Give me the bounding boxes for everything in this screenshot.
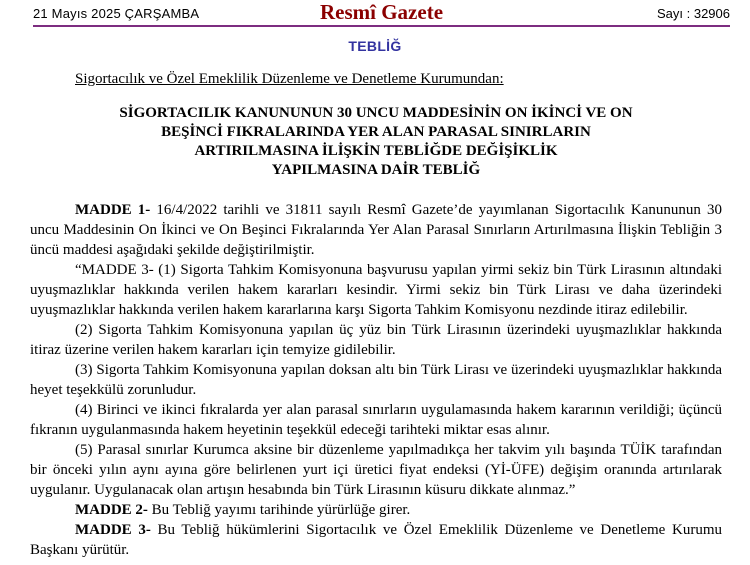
paragraph-lead: MADDE 3- xyxy=(75,522,151,538)
header-date: 21 Mayıs 2025 ÇARŞAMBA xyxy=(33,6,200,21)
paragraph-fikra-5 xyxy=(30,440,722,500)
gazette-title: Resmî Gazete xyxy=(319,0,444,24)
document-body xyxy=(30,70,722,560)
paragraph-madde-1 xyxy=(30,200,722,260)
paragraph-quoted-madde-3-1 xyxy=(30,260,722,320)
paragraph-text: (2) Sigorta Tahkim Komisyonuna yapılan üç yüz bin Türk Lirasının üzerindeki uyuşmazlıklar hakkında itiraz üzerine verilen hakem kararları için temyize gidilebilir. xyxy=(30,322,722,358)
paragraph-text: 16/4/2022 tarihli ve 31811 sayılı Resmî Gazete’de yayımlanan Sigortacılık Kanununun 30 uncu Maddesinin On İkinci ve On Beşinci Fıkralarında Yer Alan Parasal Sınırların Artırılmasına İlişkin Tebliğin 3 üncü maddesi aşağıdaki şekilde değiştirilmiştir. xyxy=(30,202,722,258)
paragraph-fikra-4 xyxy=(30,400,722,440)
document-title-line: YAPILMASINA DAİR TEBLİĞ xyxy=(271,162,481,178)
document-title-line: SİGORTACILIK KANUNUNUN 30 UNCU MADDESİNİN ON İKİNCİ VE ON xyxy=(119,105,633,121)
paragraph-text: (4) Birinci ve ikinci fıkralarda yer alan parasal sınırların uygulamasında hakem kararının verildiği; üçüncü fıkranın uygulanmasında hakem heyetinin teşekkül edeceği tarihteki miktar esas alınır. xyxy=(30,402,722,438)
issue-number: Sayı : 32906 xyxy=(657,6,730,21)
paragraph-madde-3 xyxy=(30,520,722,560)
paragraph-text: (5) Parasal sınırlar Kurumca aksine bir düzenleme yapılmadıkça her takvim yılı başında TÜİK tarafından bir önceki yılın aynı ayına göre belirlenen yurt içi üretici fiyat endeksi (Yİ-ÜFE) değişim oranında artırılarak uygulanır. Uygulanacak olan artışın hesabında bin Türk Lirasının küsuru dikkate alınmaz.” xyxy=(30,442,722,498)
gazette-header xyxy=(33,0,730,27)
paragraph-text: Bu Tebliğ yayımı tarihinde yürürlüğe girer. xyxy=(147,502,411,518)
authority-text: Sigortacılık ve Özel Emeklilik Düzenleme ve Denetleme Kurumundan: xyxy=(75,71,504,87)
paragraph-text: (3) Sigorta Tahkim Komisyonuna yapılan doksan altı bin Türk Lirası ve üzerindeki uyuşmazlıklar hakkında heyet teşekkülü zorunludur. xyxy=(30,362,722,398)
document-title-line: ARTIRILMASINA İLİŞKİN TEBLİĞDE DEĞİŞİKLİK xyxy=(194,143,558,159)
body-paragraphs xyxy=(30,200,722,560)
authority-line xyxy=(30,70,722,89)
document-title-line: BEŞİNCİ FIKRALARINDA YER ALAN PARASAL SINIRLARIN xyxy=(161,124,591,140)
paragraph-text: Bu Tebliğ hükümlerini Sigortacılık ve Özel Emeklilik Düzenleme ve Denetleme Kurumu Başkanı yürütür. xyxy=(30,522,723,558)
paragraph-fikra-3 xyxy=(30,360,722,400)
paragraph-madde-2 xyxy=(30,500,722,520)
document-title xyxy=(30,104,722,180)
paragraph-fikra-2 xyxy=(30,320,722,360)
section-heading: TEBLİĞ xyxy=(348,38,402,54)
paragraph-lead: MADDE 2- xyxy=(75,502,148,518)
paragraph-text: “MADDE 3- (1) Sigorta Tahkim Komisyonuna başvurusu yapılan yirmi sekiz bin Türk Lirasının altındaki uyuşmazlıklar hakkında verilen hakem kararları kesindir. Yirmi sekiz bin Türk Lirası ve daha üzerindeki uyuşmazlıklar hakkında verilen hakem kararlarına karşı Sigorta Tahkim Komisyonu nezdinde itiraz edilebilir. xyxy=(30,262,722,318)
paragraph-lead: MADDE 1- xyxy=(75,202,151,218)
